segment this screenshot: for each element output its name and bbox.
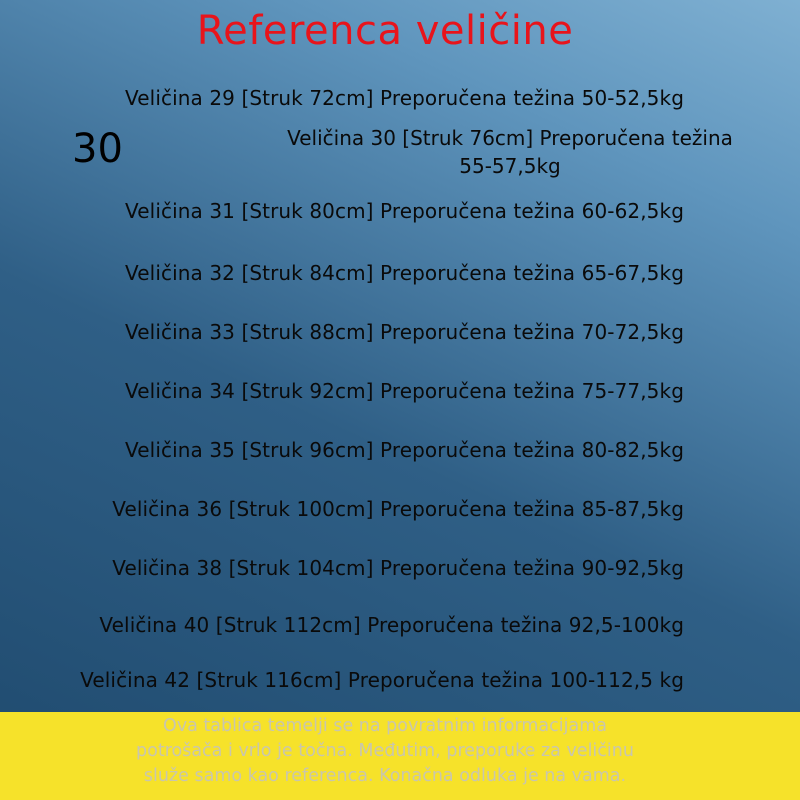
disclaimer-line-2: potrošača i vrlo je točna. Međutim, preporuke za veličinu [136,741,634,761]
disclaimer-text [0,714,770,789]
size-row-40: Veličina 40 [Struk 112cm] Preporučena težina 92,5-100kg [99,613,684,637]
size-row-30-line1: Veličina 30 [Struk 76cm] Preporučena težina [287,126,733,150]
size-row-36: Veličina 36 [Struk 100cm] Preporučena težina 85-87,5kg [112,497,684,521]
size-row-42: Veličina 42 [Struk 116cm] Preporučena težina 100-112,5 kg [80,668,684,692]
size-row-33: Veličina 33 [Struk 88cm] Preporučena težina 70-72,5kg [125,320,684,344]
highlighted-size-label: 30 [72,126,123,172]
disclaimer-line-3: služe samo kao referenca. Konačna odluka je na vama. [143,766,627,786]
size-row-32: Veličina 32 [Struk 84cm] Preporučena težina 65-67,5kg [125,261,684,285]
size-row-31: Veličina 31 [Struk 80cm] Preporučena težina 60-62,5kg [125,199,684,223]
size-row-34: Veličina 34 [Struk 92cm] Preporučena težina 75-77,5kg [125,379,684,403]
size-row-38: Veličina 38 [Struk 104cm] Preporučena težina 90-92,5kg [112,556,684,580]
size-row-30-line2: 55-57,5kg [459,154,561,178]
size-row-30 [220,124,800,180]
disclaimer-line-1: Ova tablica temelji se na povratnim informacijama [163,716,607,736]
size-row-35: Veličina 35 [Struk 96cm] Preporučena težina 80-82,5kg [125,438,684,462]
size-row-29: Veličina 29 [Struk 72cm] Preporučena težina 50-52,5kg [125,86,684,110]
page-title: Referenca veličine [196,8,574,54]
